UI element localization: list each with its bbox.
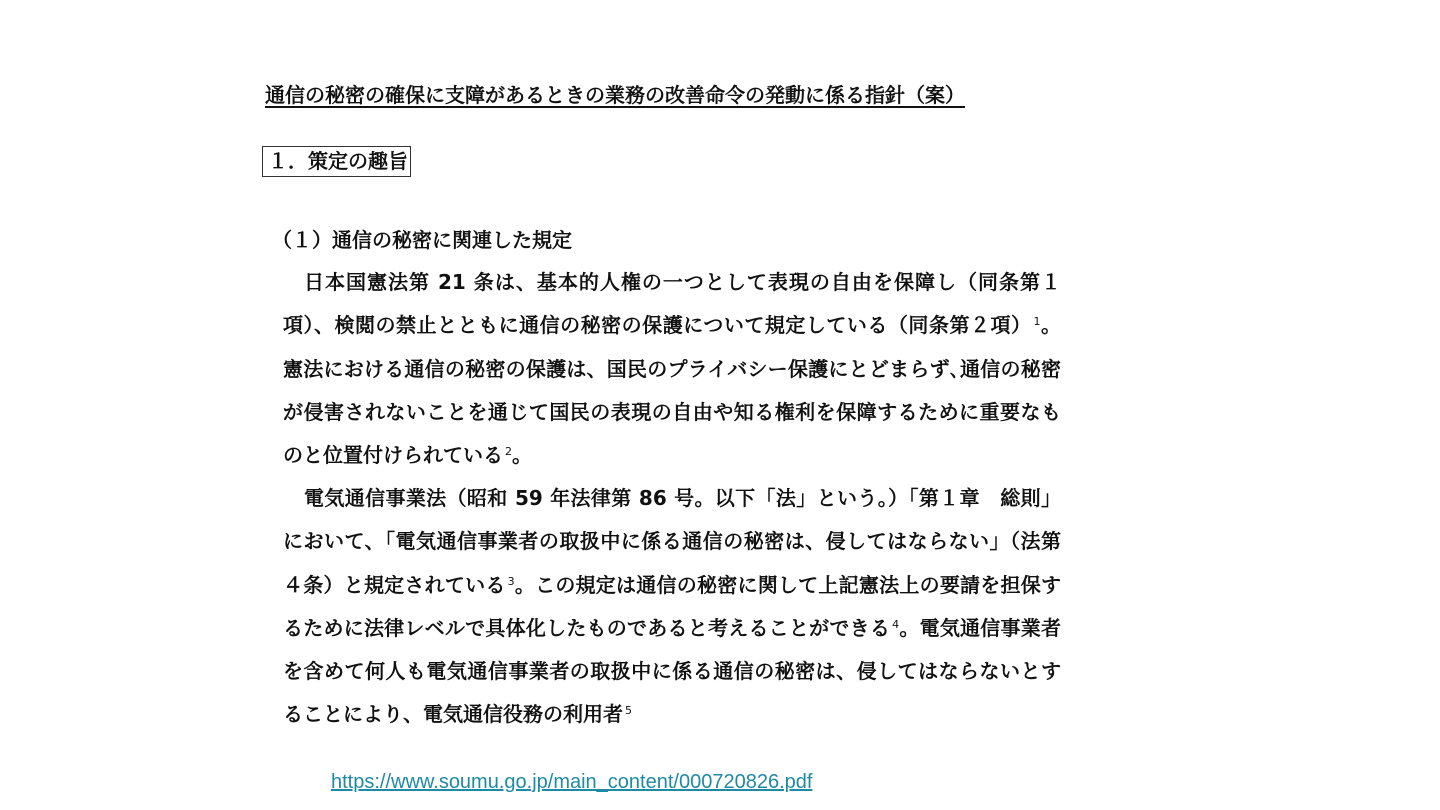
footnote-ref-4[interactable]: 4 bbox=[892, 617, 900, 631]
body-paragraph-2 bbox=[283, 477, 1061, 737]
footnote-ref-3[interactable]: 3 bbox=[507, 574, 515, 588]
paragraph-2-text-b: 。この規定は通信の秘密に関して上記憲法上の要請を担保するために法律レベルで具体化したものであると考えることができる bbox=[283, 572, 1062, 640]
paragraph-1-text-a: 日本国憲法第 21 条は、基本的人権の一つとして表現の自由を保障し（同条第１項）、検閲の禁止とともに通信の秘密の保護について規定している（同条第２項） bbox=[283, 270, 1061, 338]
footnote-ref-1[interactable]: 1 bbox=[1033, 315, 1041, 329]
footnote-ref-5[interactable]: 5 bbox=[625, 704, 632, 718]
section-heading: １．策定の趣旨 bbox=[262, 146, 411, 177]
paragraph-2-text-a: 電気通信事業法（昭和 59 年法律第 86 号。以下「法」という。）「第１章 総則」において、「電気通信事業者の取扱中に係る通信の秘密は、侵してはならない」（法第４条）と規定されている bbox=[283, 486, 1061, 597]
paragraph-1-text-c: 。 bbox=[512, 443, 532, 468]
document-title: 通信の秘密の確保に支障があるときの業務の改善命令の発動に係る指針（案） bbox=[265, 83, 965, 107]
body-paragraph-1 bbox=[283, 261, 1061, 477]
paragraph-1-text-b: 。憲法における通信の秘密の保護は、国民のプライバシー保護にとどまらず､通信の秘密が侵害されないことを通じて国民の表現の自由や知る権利を保障するために重要なものと位置付けられている bbox=[283, 313, 1061, 468]
subsection-heading: （１）通信の秘密に関連した規定 bbox=[272, 228, 572, 252]
footnote-ref-2[interactable]: 2 bbox=[505, 445, 512, 459]
source-url-link[interactable]: https://www.soumu.go.jp/main_content/000720826.pdf bbox=[331, 771, 813, 793]
paragraph-2-text-c: 。電気通信事業者を含めて何人も電気通信事業者の取扱中に係る通信の秘密は、侵してはならないとすることにより、電気通信役務の利用者 bbox=[283, 615, 1062, 727]
